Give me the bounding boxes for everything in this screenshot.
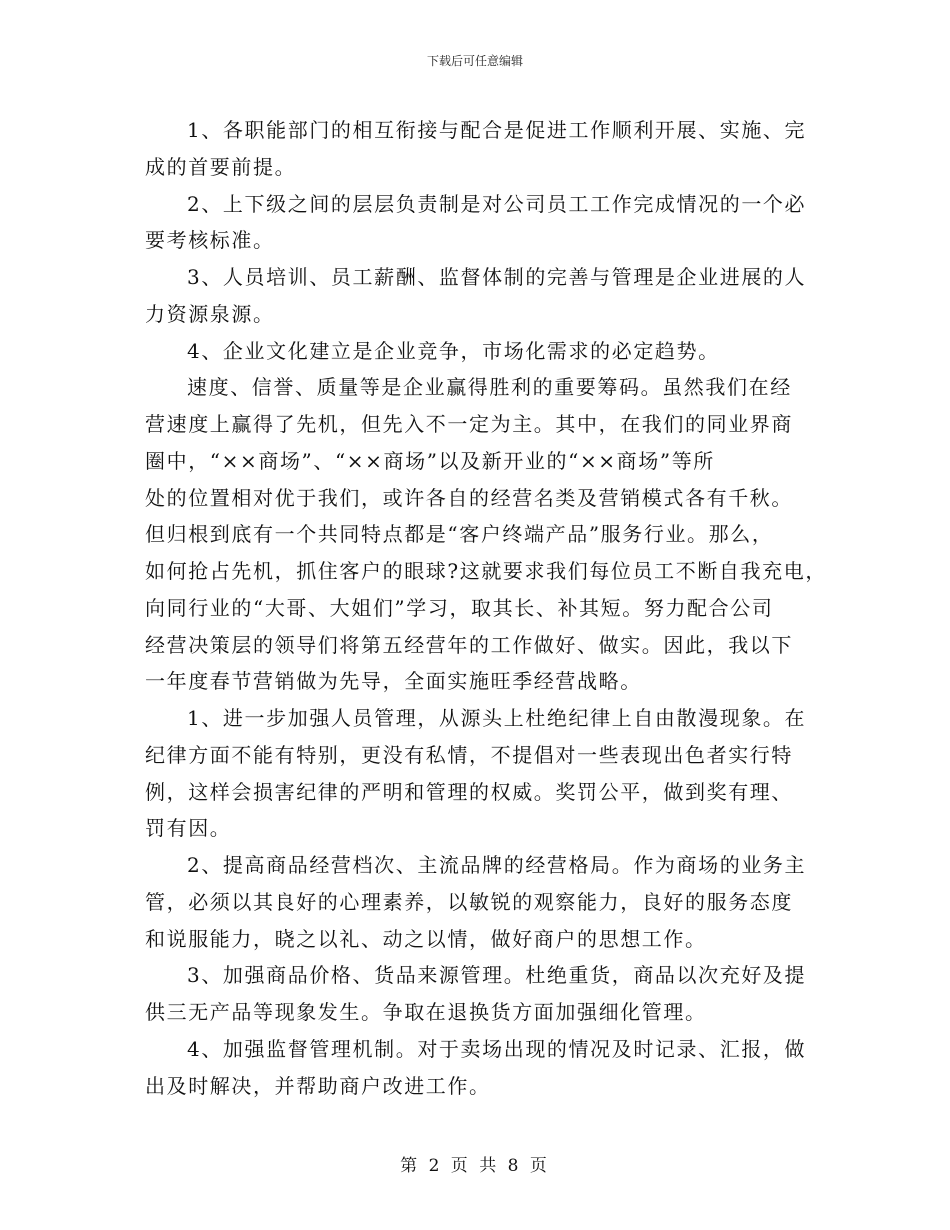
body-text-line: 向同行业的“大哥、大姐们”学习，取其长、补其短。努力配合公司 <box>145 595 774 620</box>
body-text-line: 4、加强监督管理机制。对于卖场出现的情况及时记录、汇报，做 <box>187 1036 807 1061</box>
body-text-line: 和说服能力，晓之以礼、动之以情，做好商户的思想工作。 <box>145 926 707 951</box>
body-text-line: 出及时解决，并帮助商户改进工作。 <box>145 1073 491 1098</box>
document-body <box>145 112 827 1104</box>
body-text-line: 3、加强商品价格、货品来源管理。杜绝重货，商品以次充好及提 <box>187 963 807 988</box>
body-text-line: 成的首要前提。 <box>145 154 297 179</box>
body-text-line: 罚有因。 <box>145 816 232 841</box>
body-text-line: 3、人员培训、员工薪酬、监督体制的完善与管理是企业进展的人 <box>187 265 807 289</box>
body-text-line: 纪律方面不能有特别，更没有私情，不提倡对一些表现出色者实行特 <box>145 742 793 767</box>
body-text-line: 要考核标准。 <box>145 228 275 253</box>
page-footer: 第 2 页 共 8 页 <box>400 1156 550 1176</box>
body-text-line: 圈中，“××商场”、“××商场”以及新开业的“××商场”等所 <box>145 448 715 473</box>
body-text-line: 4、企业文化建立是企业竞争，市场化需求的必定趋势。 <box>187 338 720 363</box>
body-text-line: 2、提高商品经营档次、主流品牌的经营格局。作为商场的业务主 <box>187 853 807 877</box>
body-text-line: 但归根到底有一个共同特点都是“客户终端产品”服务行业。那么， <box>145 522 774 547</box>
body-text-line: 例，这样会损害纪律的严明和管理的权威。奖罚公平，做到奖有理、 <box>145 779 793 804</box>
body-text-line: 供三无产品等现象发生。争取在退换货方面加强细化管理。 <box>145 1000 707 1024</box>
page-header: 下载后可任意编辑 <box>426 54 523 68</box>
body-text-line: 处的位置相对优于我们，或许各自的经营名类及营销模式各有千秋。 <box>145 485 793 510</box>
body-text-line: 管，必须以其良好的心理素养，以敏锐的观察能力，良好的服务态度 <box>145 889 793 914</box>
body-text-line: 如何抢占先机，抓住客户的眼球?这就要求我们每位员工不断自我充电， <box>145 559 827 583</box>
body-text-line: 1、进一步加强人员管理，从源头上杜绝纪律上自由散漫现象。在 <box>187 706 807 730</box>
body-text-line: 速度、信誉、质量等是企业赢得胜利的重要筹码。虽然我们在经 <box>187 375 792 400</box>
body-text-line: 经营决策层的领导们将第五经营年的工作做好、做实。因此，我以下 <box>145 632 793 657</box>
body-text-line: 2、上下级之间的层层负责制是对公司员工工作完成情况的一个必 <box>187 191 807 216</box>
body-text-line: 一年度春节营销做为先导，全面实施旺季经营战略。 <box>145 669 642 694</box>
body-text-line: 营速度上赢得了先机，但先入不一定为主。其中，在我们的同业界商 <box>145 412 793 436</box>
body-text-line: 1、各职能部门的相互衔接与配合是促进工作顺利开展、实施、完 <box>187 118 807 142</box>
body-text-line: 力资源泉源。 <box>145 301 275 326</box>
